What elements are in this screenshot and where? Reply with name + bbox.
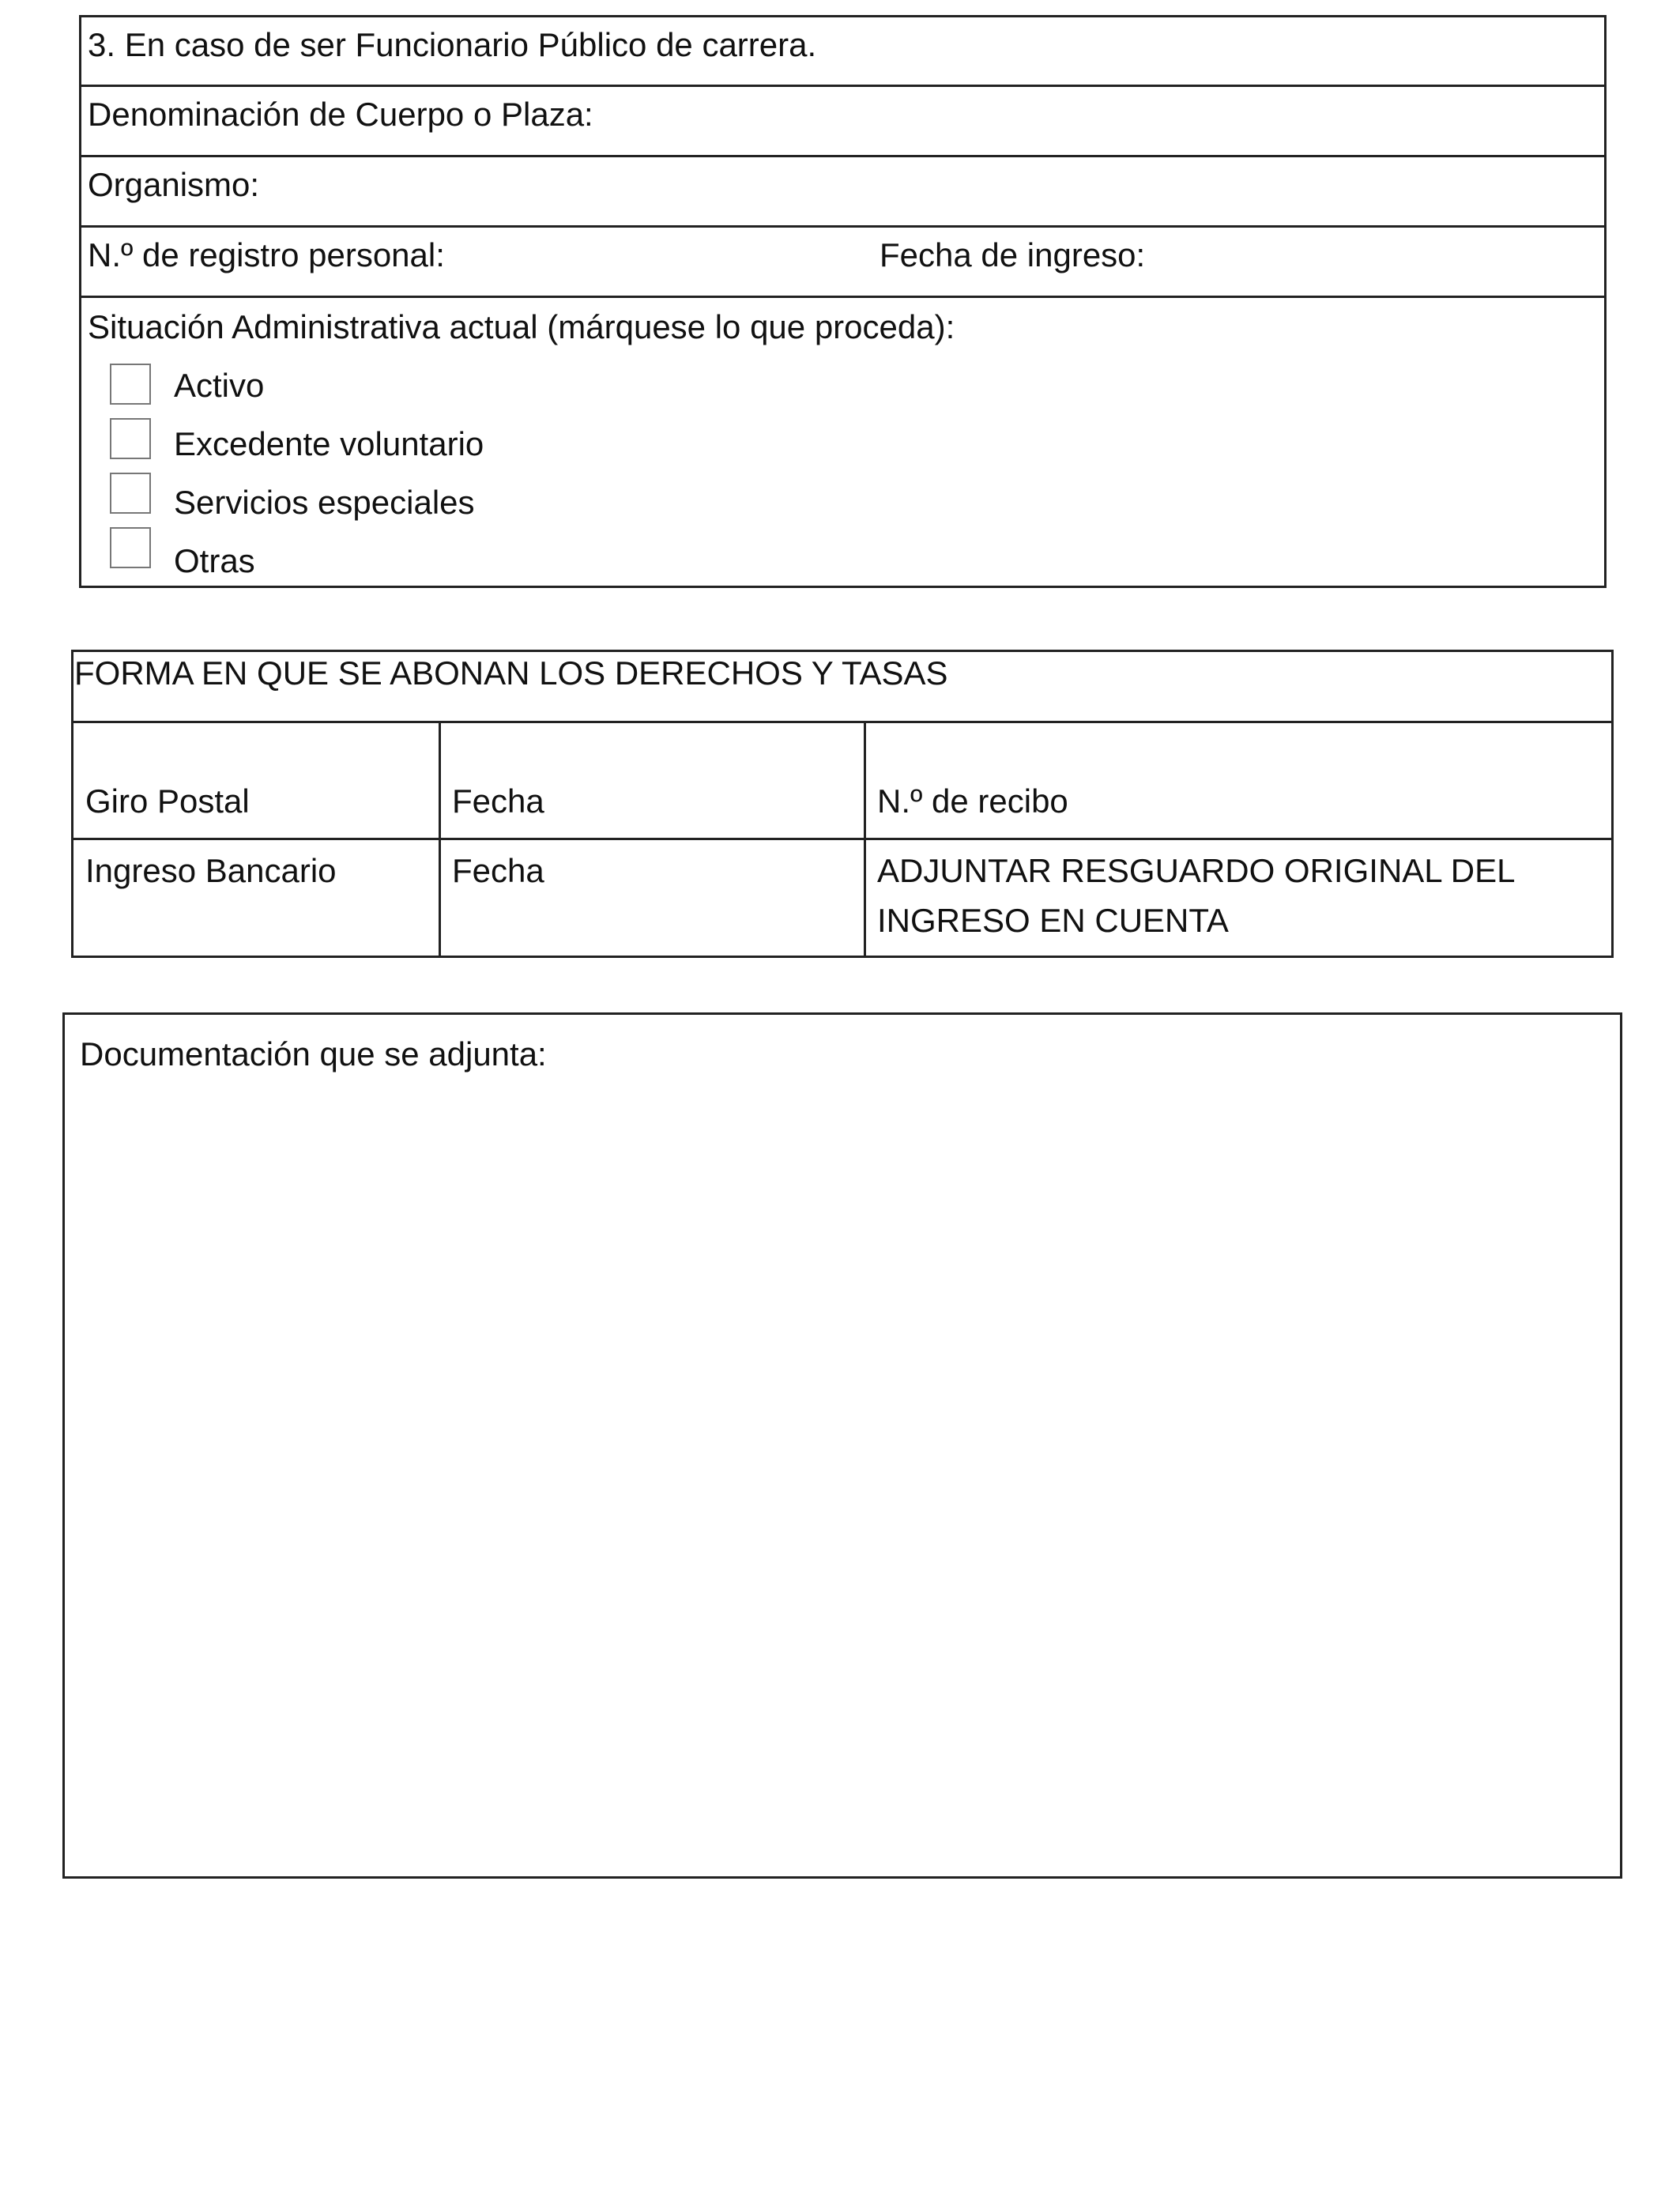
giro-postal-cell: Giro Postal — [85, 782, 250, 820]
denominacion-label: Denominación de Cuerpo o Plaza: — [88, 96, 593, 133]
divider — [79, 225, 1607, 228]
activo-checkbox[interactable] — [110, 364, 151, 405]
registro-personal-label: N.º de registro personal: — [88, 236, 445, 273]
table-column-divider — [439, 721, 441, 958]
servicios-especiales-checkbox[interactable] — [110, 473, 151, 514]
documentacion-box[interactable] — [62, 1012, 1622, 1879]
otras-checkbox[interactable] — [110, 527, 151, 568]
divider — [79, 155, 1607, 157]
documentacion-label: Documentación que se adjunta: — [80, 1035, 547, 1072]
fecha-cell: Fecha — [452, 782, 544, 820]
recibo-cell: N.º de recibo — [877, 782, 1068, 820]
fecha-ingreso-label: Fecha de ingreso: — [880, 236, 1146, 273]
otras-option-label: Otras — [174, 542, 255, 579]
servicios-option-label: Servicios especiales — [174, 484, 475, 521]
organismo-label: Organismo: — [88, 166, 260, 203]
excedente-voluntario-checkbox[interactable] — [110, 418, 151, 459]
ingreso-cuenta-cell: INGRESO EN CUENTA — [877, 902, 1229, 939]
excedente-option-label: Excedente voluntario — [174, 425, 484, 462]
pago-header: FORMA EN QUE SE ABONAN LOS DERECHOS Y TASAS — [74, 654, 948, 692]
adjuntar-resguardo-cell: ADJUNTAR RESGUARDO ORIGINAL DEL — [877, 852, 1516, 889]
fecha-cell: Fecha — [452, 852, 544, 889]
table-divider — [71, 721, 1614, 723]
divider — [79, 296, 1607, 298]
situacion-label: Situación Administrativa actual (márquese lo que proceda): — [88, 308, 955, 345]
table-divider — [71, 838, 1614, 840]
pago-table — [71, 650, 1614, 958]
section-title: 3. En caso de ser Funcionario Público de carrera. — [88, 26, 817, 63]
divider — [79, 85, 1607, 87]
ingreso-bancario-cell: Ingreso Bancario — [85, 852, 337, 889]
table-column-divider — [864, 721, 866, 958]
activo-option-label: Activo — [174, 367, 265, 404]
